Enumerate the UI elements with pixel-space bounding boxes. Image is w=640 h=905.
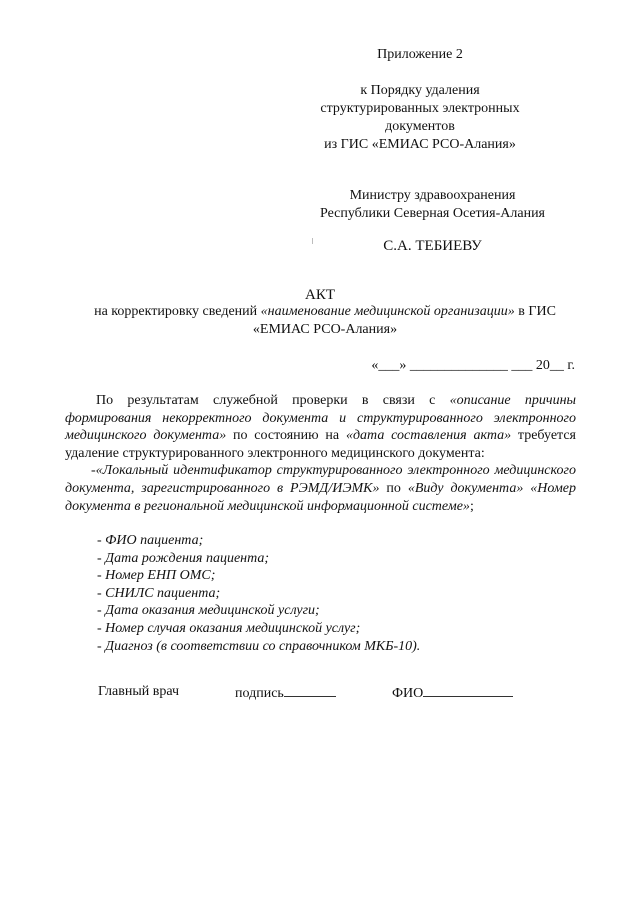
list-item: - Дата рождения пациента; <box>97 550 270 566</box>
field-list <box>97 532 567 655</box>
body-text: по <box>379 480 408 496</box>
appendix-reference <box>300 82 540 154</box>
act-body <box>65 392 576 515</box>
appendix-line: из ГИС «ЕМИАС РСО-Алания» <box>324 137 516 152</box>
fio-field <box>392 683 513 703</box>
signature-label: подпись <box>235 686 284 701</box>
list-item: - Номер ЕНП ОМС; <box>97 568 216 584</box>
list-item: - Номер случая оказания медицинской услуг; <box>97 620 361 636</box>
addressee-name: С.А. ТЕБИЕВУ <box>383 238 482 254</box>
act-subtitle-system: «ЕМИАС РСО-Алания» <box>252 322 398 337</box>
act-date-line: «___» ______________ ___ 20__ г. <box>371 358 575 373</box>
fio-label: ФИО <box>392 686 424 701</box>
addressee-line: Министру здравоохранения <box>349 188 516 203</box>
body-placeholder: «Локальный идентификатор структурированного электронного медицинского документа, зарегистрированного в РЭМД/ИЭМК» <box>65 463 576 496</box>
act-title: АКТ <box>305 287 335 303</box>
appendix-line: структурированных электронных <box>320 101 520 116</box>
list-item: - СНИЛС пациента; <box>97 585 221 601</box>
act-subtitle-text: на корректировку сведений <box>94 304 261 319</box>
signature-blank <box>284 683 336 697</box>
signature-row <box>98 683 578 703</box>
list-item: - Диагноз (в соответствии со справочником МКБ-10). <box>97 638 421 654</box>
body-paragraph <box>65 462 576 515</box>
body-placeholder: «дата составления акта» <box>345 428 512 444</box>
addressee-block <box>300 187 565 223</box>
body-placeholder: «Номер документа в региональной медицинской информационной системе» <box>65 480 576 514</box>
list-item: - ФИО пациента; <box>97 533 204 548</box>
body-paragraph <box>65 392 576 462</box>
body-text: По результатам служебной проверки в связи с <box>96 393 450 408</box>
act-subtitle-placeholder: «наименование медицинской организации» <box>260 304 515 319</box>
list-item: - Дата оказания медицинской услуги; <box>97 603 320 619</box>
appendix-line: документов <box>385 119 455 134</box>
appendix-line: к Порядку удаления <box>360 83 480 98</box>
body-text: ; <box>469 498 474 514</box>
signature-field <box>235 683 336 703</box>
body-placeholder: «описание причины формирования некорректного документа и структурированного электронного медицинского документа» <box>65 393 576 444</box>
fio-blank <box>423 683 513 697</box>
body-text: требуется удаление структурированного электронного медицинского документа: <box>65 428 576 461</box>
appendix-title: Приложение 2 <box>377 47 463 62</box>
act-subtitle <box>60 303 590 339</box>
body-placeholder: «Виду документа» <box>407 480 524 496</box>
body-text: по состоянию на <box>226 428 346 444</box>
signatory-role: Главный врач <box>98 684 180 699</box>
addressee-line: Республики Северная Осетия-Алания <box>320 206 545 221</box>
body-text: - <box>91 463 96 479</box>
act-subtitle-text: в ГИС <box>514 304 556 319</box>
